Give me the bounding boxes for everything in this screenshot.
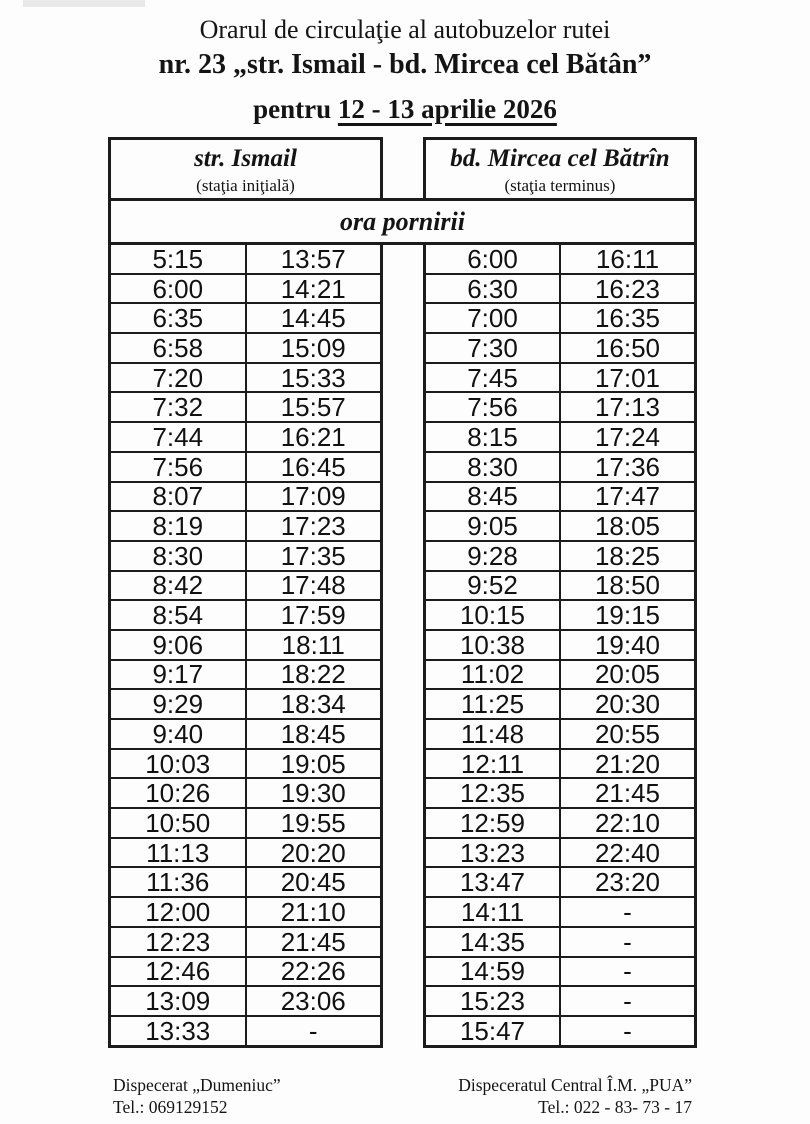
time-cell: 11:25: [425, 689, 561, 719]
time-cell: 7:56: [110, 452, 246, 482]
left-time-row: [110, 541, 382, 571]
time-cell: 19:30: [246, 778, 382, 808]
time-cell: 17:48: [246, 571, 382, 601]
departure-time-header: ora pornirii: [108, 198, 697, 245]
time-cell: 18:45: [246, 719, 382, 749]
time-cell: 22:10: [560, 808, 696, 838]
time-cell: 19:15: [560, 600, 696, 630]
left-time-row: [110, 452, 382, 482]
left-time-row: [110, 719, 382, 749]
time-cell: 17:35: [246, 541, 382, 571]
right-time-row: [425, 363, 696, 393]
time-cell: 13:23: [425, 838, 561, 868]
left-time-row: [110, 1016, 382, 1046]
time-cell: 10:50: [110, 808, 246, 838]
right-time-row: [425, 541, 696, 571]
time-cell: 12:35: [425, 778, 561, 808]
time-cell: 20:30: [560, 689, 696, 719]
right-time-row: [425, 333, 696, 363]
left-time-row: [110, 660, 382, 690]
left-time-row: [110, 333, 382, 363]
time-cell: 13:57: [246, 244, 382, 274]
time-cell: -: [560, 957, 696, 987]
time-cell: -: [560, 1016, 696, 1046]
right-time-row: [425, 749, 696, 779]
time-cell: 14:35: [425, 927, 561, 957]
route-title: nr. 23 „str. Ismail - bd. Mircea cel Bătân”: [158, 49, 652, 80]
time-cell: 12:00: [110, 897, 246, 927]
time-cell: 9:06: [110, 630, 246, 660]
time-cell: 15:33: [246, 363, 382, 393]
dispatcher-left-name: Dispecerat „Dumeniuc”: [113, 1075, 281, 1095]
time-cell: 16:23: [560, 274, 696, 304]
left-time-row: [110, 808, 382, 838]
right-time-row: [425, 689, 696, 719]
stations-header-gap: [383, 137, 423, 198]
station-right-subtitle: (staţia terminus): [504, 175, 616, 195]
time-cell: 18:22: [246, 660, 382, 690]
right-time-row: [425, 808, 696, 838]
time-cell: -: [246, 1016, 382, 1046]
time-cell: 18:50: [560, 571, 696, 601]
time-cell: 18:34: [246, 689, 382, 719]
time-cell: 11:02: [425, 660, 561, 690]
right-time-row: [425, 422, 696, 452]
dispatcher-right-block: [458, 1074, 692, 1118]
right-times-table: [423, 242, 697, 1048]
left-time-row: [110, 689, 382, 719]
time-cell: 11:36: [110, 867, 246, 897]
time-cell: 12:11: [425, 749, 561, 779]
right-time-row: [425, 719, 696, 749]
time-cell: 21:45: [560, 778, 696, 808]
right-time-row: [425, 927, 696, 957]
time-cell: 16:21: [246, 422, 382, 452]
time-cell: 20:05: [560, 660, 696, 690]
left-time-row: [110, 749, 382, 779]
left-times-body: [110, 244, 382, 1047]
dispatcher-right-phone: Tel.: 022 - 83- 73 - 17: [538, 1097, 692, 1117]
right-time-row: [425, 571, 696, 601]
time-cell: 21:45: [246, 927, 382, 957]
time-cell: 9:40: [110, 719, 246, 749]
time-cell: 7:00: [425, 303, 561, 333]
right-times-body: [425, 244, 696, 1047]
time-cell: 15:23: [425, 986, 561, 1016]
right-time-row: [425, 838, 696, 868]
time-cell: 17:13: [560, 392, 696, 422]
right-time-row: [425, 600, 696, 630]
left-time-row: [110, 571, 382, 601]
right-time-row: [425, 244, 696, 274]
document-header: [0, 0, 810, 125]
time-cell: 14:11: [425, 897, 561, 927]
time-cell: -: [560, 897, 696, 927]
right-time-row: [425, 274, 696, 304]
time-cell: 8:54: [110, 600, 246, 630]
time-cell: 16:11: [560, 244, 696, 274]
right-time-row: [425, 957, 696, 987]
time-cell: 8:15: [425, 422, 561, 452]
date-range: 12 - 13 aprilie 2026: [337, 94, 557, 124]
time-cell: 17:09: [246, 482, 382, 512]
time-cell: 16:50: [560, 333, 696, 363]
station-left-subtitle: (staţia iniţială): [196, 175, 295, 195]
dispatcher-right-name: Dispeceratul Central Î.M. „PUA”: [458, 1075, 692, 1095]
time-cell: 7:32: [110, 392, 246, 422]
left-time-row: [110, 363, 382, 393]
time-cell: 8:19: [110, 511, 246, 541]
left-time-row: [110, 303, 382, 333]
date-prefix: pentru: [253, 94, 338, 124]
right-time-row: [425, 986, 696, 1016]
time-cell: 6:58: [110, 333, 246, 363]
timetable: [108, 137, 697, 1048]
time-cell: 7:56: [425, 392, 561, 422]
left-time-row: [110, 244, 382, 274]
time-cell: 22:40: [560, 838, 696, 868]
tables-gap-column: [383, 242, 423, 1048]
time-cell: 13:33: [110, 1016, 246, 1046]
time-cell: 20:55: [560, 719, 696, 749]
left-time-row: [110, 392, 382, 422]
time-cell: 12:59: [425, 808, 561, 838]
time-cell: 12:46: [110, 957, 246, 987]
time-cell: 13:09: [110, 986, 246, 1016]
time-cell: 10:03: [110, 749, 246, 779]
time-cell: 21:10: [246, 897, 382, 927]
time-cell: 6:00: [425, 244, 561, 274]
time-cell: 9:29: [110, 689, 246, 719]
time-cell: 17:59: [246, 600, 382, 630]
time-cell: 19:55: [246, 808, 382, 838]
time-cell: 17:23: [246, 511, 382, 541]
right-time-row: [425, 482, 696, 512]
left-time-row: [110, 630, 382, 660]
station-left-header: [108, 137, 383, 198]
left-time-row: [110, 927, 382, 957]
time-cell: 20:20: [246, 838, 382, 868]
left-time-row: [110, 600, 382, 630]
time-cell: 8:30: [425, 452, 561, 482]
right-time-row: [425, 1016, 696, 1046]
time-cell: 20:45: [246, 867, 382, 897]
time-cell: 18:11: [246, 630, 382, 660]
time-cell: 15:57: [246, 392, 382, 422]
time-cell: 14:45: [246, 303, 382, 333]
time-cell: 23:06: [246, 986, 382, 1016]
station-left-name: str. Ismail: [194, 144, 297, 172]
left-time-row: [110, 838, 382, 868]
time-cell: 18:25: [560, 541, 696, 571]
time-cell: 16:35: [560, 303, 696, 333]
time-cell: 6:30: [425, 274, 561, 304]
time-cell: 16:45: [246, 452, 382, 482]
time-cell: 9:28: [425, 541, 561, 571]
time-cell: 11:13: [110, 838, 246, 868]
time-cell: 14:59: [425, 957, 561, 987]
time-cell: 17:24: [560, 422, 696, 452]
time-cell: 21:20: [560, 749, 696, 779]
time-cell: 9:05: [425, 511, 561, 541]
time-cell: 9:17: [110, 660, 246, 690]
time-cell: 8:45: [425, 482, 561, 512]
time-cell: 12:23: [110, 927, 246, 957]
time-cell: 7:44: [110, 422, 246, 452]
left-time-row: [110, 274, 382, 304]
right-time-row: [425, 778, 696, 808]
times-grid: [108, 242, 697, 1048]
time-cell: 8:30: [110, 541, 246, 571]
stations-header-row: [108, 137, 697, 198]
time-cell: 9:52: [425, 571, 561, 601]
dispatcher-left-phone: Tel.: 069129152: [113, 1097, 228, 1117]
time-cell: 23:20: [560, 867, 696, 897]
time-cell: 17:36: [560, 452, 696, 482]
time-cell: 18:05: [560, 511, 696, 541]
left-time-row: [110, 957, 382, 987]
time-cell: 19:05: [246, 749, 382, 779]
right-time-row: [425, 511, 696, 541]
time-cell: 19:40: [560, 630, 696, 660]
right-time-row: [425, 660, 696, 690]
dispatcher-left-block: [113, 1074, 281, 1118]
time-cell: 11:48: [425, 719, 561, 749]
left-time-row: [110, 511, 382, 541]
time-cell: 7:30: [425, 333, 561, 363]
time-cell: 10:15: [425, 600, 561, 630]
right-time-row: [425, 303, 696, 333]
time-cell: 15:09: [246, 333, 382, 363]
time-cell: 10:26: [110, 778, 246, 808]
time-cell: 13:47: [425, 867, 561, 897]
time-cell: 7:45: [425, 363, 561, 393]
time-cell: 8:07: [110, 482, 246, 512]
time-cell: 14:21: [246, 274, 382, 304]
time-cell: 17:47: [560, 482, 696, 512]
time-cell: 10:38: [425, 630, 561, 660]
left-time-row: [110, 422, 382, 452]
left-time-row: [110, 778, 382, 808]
time-cell: 6:35: [110, 303, 246, 333]
left-times-table: [108, 242, 383, 1048]
time-cell: -: [560, 986, 696, 1016]
time-cell: 6:00: [110, 274, 246, 304]
right-time-row: [425, 630, 696, 660]
time-cell: 5:15: [110, 244, 246, 274]
time-cell: 17:01: [560, 363, 696, 393]
left-time-row: [110, 867, 382, 897]
left-time-row: [110, 482, 382, 512]
right-time-row: [425, 452, 696, 482]
time-cell: -: [560, 927, 696, 957]
right-time-row: [425, 897, 696, 927]
left-time-row: [110, 986, 382, 1016]
date-line: [0, 94, 810, 125]
station-right-header: [423, 137, 697, 198]
right-time-row: [425, 867, 696, 897]
right-time-row: [425, 392, 696, 422]
time-cell: 15:47: [425, 1016, 561, 1046]
page-title: Orarul de circulaţie al autobuzelor rutei: [199, 15, 611, 44]
station-right-name: bd. Mircea cel Bătrîn: [450, 144, 670, 172]
time-cell: 22:26: [246, 957, 382, 987]
time-cell: 7:20: [110, 363, 246, 393]
left-time-row: [110, 897, 382, 927]
time-cell: 8:42: [110, 571, 246, 601]
